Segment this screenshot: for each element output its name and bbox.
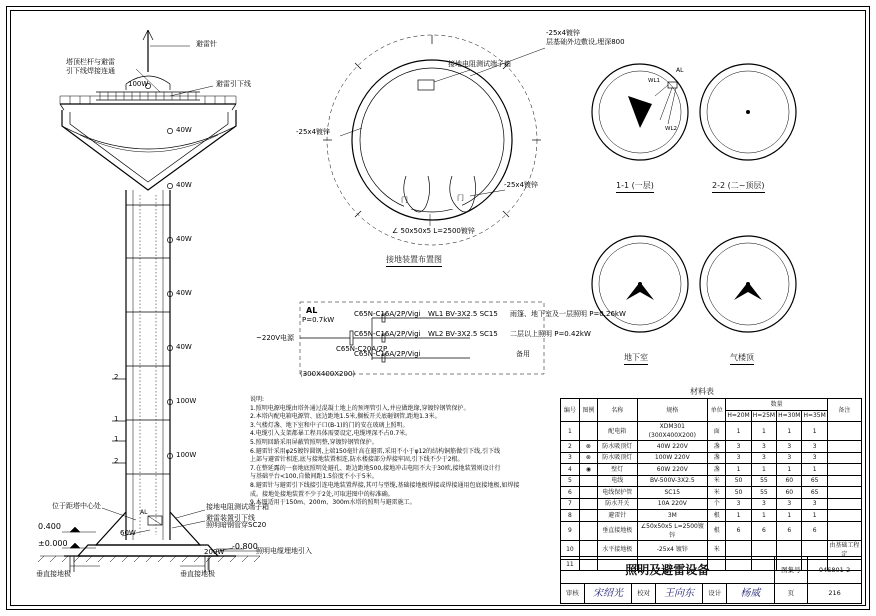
gp-label-1: 层基础外边敷设,埋深800 xyxy=(546,38,625,46)
mt-r6-name: 防水开关 xyxy=(598,498,637,510)
table-row xyxy=(561,441,862,453)
mt-r9-unit: 米 xyxy=(708,540,726,559)
note-line-4: 5.照明回路采用屏蔽管照明整,穿镀锌钢管保护。 xyxy=(250,438,378,446)
gp-label-6: 门 xyxy=(457,194,464,202)
mt-r5-unit: 米 xyxy=(708,487,726,499)
elev-label-10: 100W xyxy=(176,397,197,405)
al-c1-desc: 雨篷、地下室及一层照明 P=0.26kW xyxy=(510,310,626,318)
mt-r3-no: 4 xyxy=(561,464,580,476)
mt-r1-spec: 40W 220V xyxy=(637,441,708,453)
mt-r8-q3: 6 xyxy=(802,521,827,540)
mt-r4-no: 5 xyxy=(561,475,580,487)
svg-text:WL2: WL2 xyxy=(665,126,678,132)
mt-r0-q2: 1 xyxy=(777,422,802,441)
mt-r6-q3: 3 xyxy=(802,498,827,510)
mt-r10-no: 11 xyxy=(561,559,580,571)
mt-sub-3: H=35M xyxy=(802,410,827,422)
svg-text:AL: AL xyxy=(676,67,684,74)
al-power-label: P=0.7kW xyxy=(302,316,335,324)
mt-r6-unit: 个 xyxy=(708,498,726,510)
al-c3-breaker: C65N-C16A/2P/Vigi xyxy=(354,350,421,358)
mt-r2-q1: 3 xyxy=(751,452,776,464)
mt-r8-q0: 6 xyxy=(726,521,751,540)
elev-label-26: 垂直接地极 xyxy=(180,570,215,578)
mt-r3-rem xyxy=(827,464,861,476)
mt-r0-rem xyxy=(827,422,861,441)
mt-r0-spec: XDM301 (300X400X200) xyxy=(637,422,708,441)
mt-r7-name: 避雷针 xyxy=(598,510,637,522)
mt-r5-q1: 55 xyxy=(751,487,776,499)
mt-r5-q0: 50 xyxy=(726,487,751,499)
elev-label-7: 40W xyxy=(176,235,192,243)
mt-h-5: 数量 xyxy=(726,399,827,411)
mt-r2-q3: 3 xyxy=(802,452,827,464)
mt-r4-unit: 米 xyxy=(708,475,726,487)
mt-r6-rem xyxy=(827,498,861,510)
mt-r3-q3: 1 xyxy=(802,464,827,476)
note-line-3: 4.电缆引入支架都暴工程具体需要设定,电缆埋深不占0.7米。 xyxy=(250,430,412,438)
title-block xyxy=(560,556,862,602)
mt-r2-unit: 盏 xyxy=(708,452,726,464)
section-airtop-caption: 气楼顶 xyxy=(730,352,754,365)
elev-label-27: 照明电缆埋地引入 xyxy=(256,547,312,555)
mt-r5-name: 电线保护管 xyxy=(598,487,637,499)
al-box-label: AL xyxy=(306,306,318,315)
drawing-no: 04S801-2 xyxy=(808,557,862,584)
mt-r9-no: 10 xyxy=(561,540,580,559)
mt-r3-unit: 盏 xyxy=(708,464,726,476)
mt-r8-unit: 根 xyxy=(708,521,726,540)
note-line-8: 与基础平台<100,自做间距1.5倍度不小于5米。 xyxy=(250,473,378,481)
elev-label-11: 100W xyxy=(176,451,197,459)
elev-label-1: 避雷引下线 xyxy=(216,80,251,88)
mt-r3-name: 壁灯 xyxy=(598,464,637,476)
mt-r7-no: 8 xyxy=(561,510,580,522)
mt-r5-rem xyxy=(827,487,861,499)
mt-r3-sym: ◉ xyxy=(579,464,597,476)
mt-r8-spec: ∠50x50x5 L=2500镀锌 xyxy=(637,521,708,540)
table-row xyxy=(561,498,862,510)
table-row xyxy=(561,510,862,522)
gp-label-7: ∠ 50x50x5 L=2500镀锌 xyxy=(392,227,475,235)
mt-r3-spec: 60W 220V xyxy=(637,464,708,476)
elev-label-8: 40W xyxy=(176,289,192,297)
gp-label-3: -25x4镀锌 xyxy=(296,128,331,136)
elev-label-25: 垂直接地极 xyxy=(36,570,71,578)
mt-r0-q3: 1 xyxy=(802,422,827,441)
mt-r4-q1: 55 xyxy=(751,475,776,487)
gp-label-4: -25x4镀锌 xyxy=(504,181,539,189)
mt-r5-q2: 60 xyxy=(777,487,802,499)
elev-label-9: 40W xyxy=(176,343,192,351)
table-row xyxy=(561,487,862,499)
mt-r7-q2: 1 xyxy=(777,510,802,522)
mt-r6-q0: 3 xyxy=(726,498,751,510)
note-line-1: 2.本塔内配电箱电源管、底边距地1.5米,搁板开关底砸钢管,距地1.3米。 xyxy=(250,413,441,421)
mt-h-3: 规格 xyxy=(637,399,708,422)
mt-r0-q1: 1 xyxy=(751,422,776,441)
mt-h-1: 图例 xyxy=(579,399,597,422)
svg-text:WL1: WL1 xyxy=(648,78,661,84)
title-main: 照明及避雷设备 xyxy=(561,557,775,584)
mt-r4-rem xyxy=(827,475,861,487)
design-sign: 杨威 xyxy=(727,584,774,604)
mt-r4-q3: 65 xyxy=(802,475,827,487)
elev-label-18: 接地电阻测试端子箱 xyxy=(206,503,269,511)
section-1-1-caption: 1-1 (一层) xyxy=(616,180,654,193)
note-line-11: 9.本图适用于150m、200m、300m水塔的照明与避雷施工。 xyxy=(250,499,416,507)
mt-r7-spec: 3M xyxy=(637,510,708,522)
gp-label-5: 门 xyxy=(401,196,408,204)
elev-label-17: 60W xyxy=(120,529,136,537)
al-box-spec: (300X400X200) xyxy=(300,370,356,378)
mt-r8-no: 9 xyxy=(561,521,580,540)
mt-r7-rem xyxy=(827,510,861,522)
mt-r3-q1: 1 xyxy=(751,464,776,476)
mt-r3-q0: 1 xyxy=(726,464,751,476)
mt-r7-unit: 根 xyxy=(708,510,726,522)
mt-h-2: 名称 xyxy=(598,399,637,422)
mt-r5-sym xyxy=(579,487,597,499)
mt-r6-no: 7 xyxy=(561,498,580,510)
mt-r3-q2: 1 xyxy=(777,464,802,476)
table-row xyxy=(561,475,862,487)
mt-r4-spec: BV-500V-3X2.5 xyxy=(637,475,708,487)
mt-r0-q0: 1 xyxy=(726,422,751,441)
elev-level-0800: -0.800 xyxy=(232,542,258,551)
mt-r5-no: 6 xyxy=(561,487,580,499)
mt-r1-rem xyxy=(827,441,861,453)
elev-label-0: 避雷针 xyxy=(196,40,217,48)
page-no: 216 xyxy=(808,584,862,604)
mt-r1-q0: 3 xyxy=(726,441,751,453)
elev-label-20: 照明暗钢管穿SC20 xyxy=(206,521,267,529)
mt-r5-spec: SC15 xyxy=(637,487,708,499)
note-line-2: 3.气楼灯盏、地下室和中子口(B-1)的门的安在玻璃上照明。 xyxy=(250,421,409,429)
note-line-5: 6.避雷针采用φ25镀锌圆钢,上端150毫针高在避雷,采用不小于φ12的结构铜筋做引下线,引下线 xyxy=(250,447,501,455)
mt-h-0: 编号 xyxy=(561,399,580,422)
drawing-no-label: 图集号 xyxy=(774,557,808,584)
al-main-breaker: C65N-C20A/2P xyxy=(336,345,388,353)
mt-r7-q1: 1 xyxy=(751,510,776,522)
al-c2-desc: 二层以上照明 P=0.42kW xyxy=(510,330,591,338)
mt-r0-unit: 面 xyxy=(708,422,726,441)
mt-r8-q2: 6 xyxy=(777,521,802,540)
mt-r2-q2: 3 xyxy=(777,452,802,464)
al-c1-breaker: C65N-C16A/2P/Vigi xyxy=(354,310,421,318)
page-label: 页 xyxy=(774,584,808,604)
mt-r7-q3: 1 xyxy=(802,510,827,522)
mt-sub-1: H=25M xyxy=(751,410,776,422)
mt-r1-unit: 盏 xyxy=(708,441,726,453)
note-line-0: 1.照明电源电缆由塔外通过混凝土地上的预埋管引入,并应做绝缘,穿镀锌钢管保护。 xyxy=(250,404,470,412)
mt-r0-no: 1 xyxy=(561,422,580,441)
grounding-plan-caption: 接地装置布置图 xyxy=(386,254,442,267)
mt-r7-q0: 1 xyxy=(726,510,751,522)
mt-r6-q2: 3 xyxy=(777,498,802,510)
mt-r7-sym xyxy=(579,510,597,522)
note-line-6: 上部与避雷针相连,底与接地装置相连,防水楼接部分焊接牢固,引下线不少于2根。 xyxy=(250,456,464,464)
al-c3-desc: 备用 xyxy=(516,350,530,358)
section-basement-caption: 地下室 xyxy=(624,352,648,365)
elev-label-13: 2 xyxy=(114,457,119,465)
material-table xyxy=(560,398,862,571)
elev-label-24: 200W xyxy=(204,548,225,556)
mt-r8-sym xyxy=(579,521,597,540)
table-row xyxy=(561,464,862,476)
mt-r1-name: 防水吸顶灯 xyxy=(598,441,637,453)
elev-level-0000: ±0.000 xyxy=(38,539,68,548)
al-incoming-label: ~220V电源 xyxy=(256,334,295,342)
approve-label: 审核 xyxy=(561,584,585,604)
material-table-title: 材料表 xyxy=(690,387,714,396)
mt-r9-spec: -25x4 镀锌 xyxy=(637,540,708,559)
elev-label-15: 1 xyxy=(114,435,119,443)
mt-r1-no: 2 xyxy=(561,441,580,453)
mt-r1-sym: ⊗ xyxy=(579,441,597,453)
check-label: 校对 xyxy=(632,584,656,604)
mt-r8-name: 垂直接地极 xyxy=(598,521,637,540)
mt-r2-no: 3 xyxy=(561,452,580,464)
mt-r8-q1: 6 xyxy=(751,521,776,540)
table-row xyxy=(561,521,862,540)
elev-label-5: 40W xyxy=(176,126,192,134)
mt-r0-sym xyxy=(579,422,597,441)
notes-header: 说明: xyxy=(250,396,265,403)
al-c1-wire: WL1 BV-3X2.5 SC15 xyxy=(428,310,498,318)
elev-label-12: 2 xyxy=(114,373,119,381)
mt-r2-name: 防水吸顶灯 xyxy=(598,452,637,464)
elev-label-14: 1 xyxy=(114,415,119,423)
mt-r6-q1: 3 xyxy=(751,498,776,510)
elev-label-6: 40W xyxy=(176,181,192,189)
mt-h-6: 备注 xyxy=(827,399,861,422)
note-line-7: 7.在整延露的一套地底照明处避孔、距边距地500,接地冲击电阻不大于30欧,接地装置则设计行 xyxy=(250,464,501,472)
mt-r2-rem xyxy=(827,452,861,464)
elev-label-4: 引下线焊接连通 xyxy=(66,67,115,75)
mt-r4-name: 电线 xyxy=(598,475,637,487)
mt-r4-q2: 60 xyxy=(777,475,802,487)
mt-r2-sym: ⊗ xyxy=(579,452,597,464)
table-row xyxy=(561,422,862,441)
elev-level-0400: 0.400 xyxy=(38,522,61,531)
mt-r5-q3: 65 xyxy=(802,487,827,499)
approve-sign: 宋绍光 xyxy=(584,584,631,604)
mt-r4-q0: 50 xyxy=(726,475,751,487)
mt-sub-0: H=20M xyxy=(726,410,751,422)
mt-r8-rem xyxy=(827,521,861,540)
elev-label-16: 位于距塔中心处 xyxy=(52,502,101,510)
mt-r1-q3: 3 xyxy=(802,441,827,453)
elev-label-3: 塔顶栏杆与避雷 xyxy=(66,58,115,66)
mt-r2-q0: 3 xyxy=(726,452,751,464)
mt-r6-spec: 10A 220V xyxy=(637,498,708,510)
mt-r0-name: 配电箱 xyxy=(598,422,637,441)
mt-h-4: 单位 xyxy=(708,399,726,422)
note-line-10: 成。接地处接地装置不少于2处,可取进图中的标准确。 xyxy=(250,490,394,498)
gp-label-0: -25x4镀锌 xyxy=(546,29,581,37)
mt-r4-sym xyxy=(579,475,597,487)
section-2-2-caption: 2-2 (二~顶层) xyxy=(712,180,765,193)
gp-label-2: 接地电阻测试端子箱 xyxy=(448,60,511,68)
mt-r9-rem: 由基础工程定 xyxy=(827,540,861,559)
al-c2-breaker: C65N-C16A/2P/Vigi xyxy=(354,330,421,338)
elev-label-19: 避雷装置引下线 xyxy=(206,514,255,522)
svg-text:AL: AL xyxy=(140,509,148,516)
mt-sub-2: H=30M xyxy=(777,410,802,422)
mt-r9-name: 水平接地极 xyxy=(598,540,637,559)
mt-r1-q2: 3 xyxy=(777,441,802,453)
notes-block xyxy=(250,396,550,508)
al-c2-wire: WL2 BV-3X2.5 SC15 xyxy=(428,330,498,338)
mt-r1-q1: 3 xyxy=(751,441,776,453)
elev-label-2: 100W xyxy=(128,80,149,88)
table-row xyxy=(561,452,862,464)
note-line-9: 8.避雷针与避雷引下线接引连电地装置焊接,其可与型缆,基础接地极焊接或焊接通用包底接地极,如焊接 xyxy=(250,481,520,489)
design-label: 设计 xyxy=(703,584,727,604)
check-sign: 王向东 xyxy=(655,584,702,604)
mt-r6-sym xyxy=(579,498,597,510)
mt-r2-spec: 100W 220V xyxy=(637,452,708,464)
